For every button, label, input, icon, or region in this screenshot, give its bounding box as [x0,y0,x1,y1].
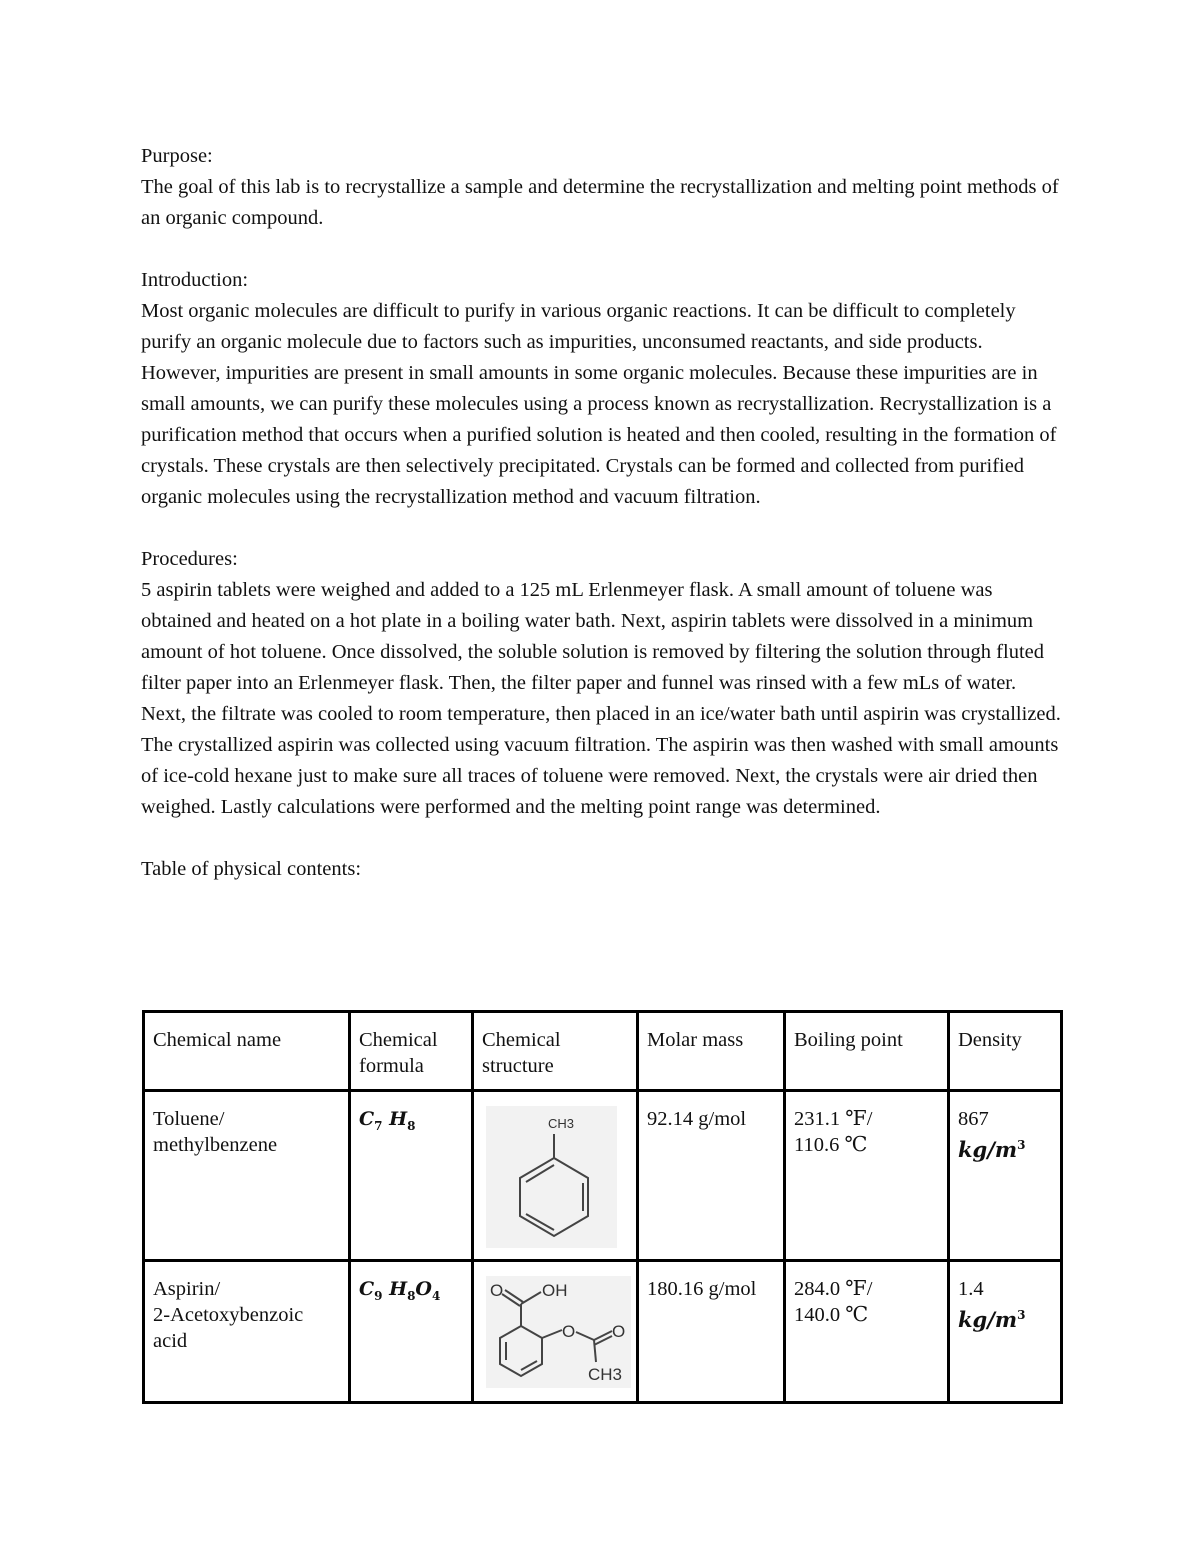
density-unit: $kg/m^3$ [958,1137,1026,1162]
table-row-aspirin [144,1261,1062,1403]
name-line: Aspirin/ [153,1278,221,1300]
density-value: 867 [958,1108,989,1130]
procedures-heading: Procedures: [141,548,238,570]
structure-label-o: O [490,1281,504,1300]
header-density: Density [949,1012,1062,1091]
introduction-text: Most organic molecules are difficult to purify in various organic reactions. It can be difficult to completely purify an organic molecule due to factors such as impurities, unconsumed reactants, and side products. However, impurities are present in small amounts in some organic molecules. Because these impurities are in small amounts, we can purify these molecules using a process known as recrystallization. Recrystallization is a purification method that occurs when a purified solution is heated and then cooled, resulting in the formation of crystals. These crystals are then selectively precipitated. Crystals can be formed and collected from purified organic molecules using the recrystallization method and vacuum filtration. [141,300,1057,508]
header-boiling-point: Boiling point [785,1012,949,1091]
document-body [141,141,1061,885]
introduction-heading: Introduction: [141,269,249,291]
table-row-toluene [144,1091,1062,1261]
cell-structure [473,1261,638,1403]
structure-label-ch3: CH3 [548,1116,575,1131]
cell-structure [473,1091,638,1261]
purpose-text: The goal of this lab is to recrystallize a sample and determine the recrystallization and melting point methods of an organic compound. [141,176,1059,229]
table-heading: Table of physical contents: [141,858,362,880]
formula: $C_7$ $H_8$ [359,1108,416,1133]
toluene-structure-image [486,1106,617,1248]
name-line: 2-Acetoxybenzoic [153,1304,304,1326]
density-value: 1.4 [958,1278,984,1300]
header-chemical-structure: Chemical structure [473,1012,638,1091]
aspirin-structure-image [486,1276,631,1388]
cell-density [949,1261,1062,1403]
structure-label-oh: OH [542,1281,568,1300]
purpose-heading: Purpose: [141,145,213,167]
cell-name [144,1091,350,1261]
name-line: acid [153,1330,188,1352]
cell-density [949,1091,1062,1261]
cell-formula [350,1261,473,1403]
structure-label-ch3: CH3 [588,1365,623,1384]
cell-molar-mass: 92.14 g/mol [638,1091,785,1261]
density-unit: $kg/m^3$ [958,1307,1026,1332]
cell-boiling-point: 284.0 ℉/ 140.0 ℃ [785,1261,949,1403]
structure-label-o: O [612,1322,626,1341]
structure-label-o: O [562,1322,576,1341]
cell-formula [350,1091,473,1261]
table-header-row [144,1012,1062,1091]
header-molar-mass: Molar mass [638,1012,785,1091]
procedures-text: 5 aspirin tablets were weighed and added to a 125 mL Erlenmeyer flask. A small amount of toluene was obtained and heated on a hot plate in a boiling water bath. Next, aspirin tablets were dissolved in a minimum amount of hot toluene. Once dissolved, the soluble solution is removed by filtering the solution through fluted filter paper into an Erlenmeyer flask. Then, the filter paper and funnel was rinsed with a few mLs of water. Next, the filtrate was cooled to room temperature, then placed in an ice/water bath until aspirin was crystallized. The crystallized aspirin was collected using vacuum filtration. The aspirin was then washed with small amounts of ice-cold hexane just to make sure all traces of toluene were removed. Next, the crystals were air dried then weighed. Lastly calculations were performed and the melting point range was determined. [141,579,1061,818]
cell-name [144,1261,350,1403]
header-chemical-formula: Chemical formula [350,1012,473,1091]
name-line: Toluene/ [153,1108,225,1130]
cell-molar-mass: 180.16 g/mol [638,1261,785,1403]
header-chemical-name: Chemical name [144,1012,350,1091]
formula: $C_9$ $H_8O_4$ [359,1278,441,1303]
name-line: methylbenzene [153,1134,278,1156]
physical-properties-table [142,1010,1063,1404]
cell-boiling-point: 231.1 ℉/ 110.6 ℃ [785,1091,949,1261]
